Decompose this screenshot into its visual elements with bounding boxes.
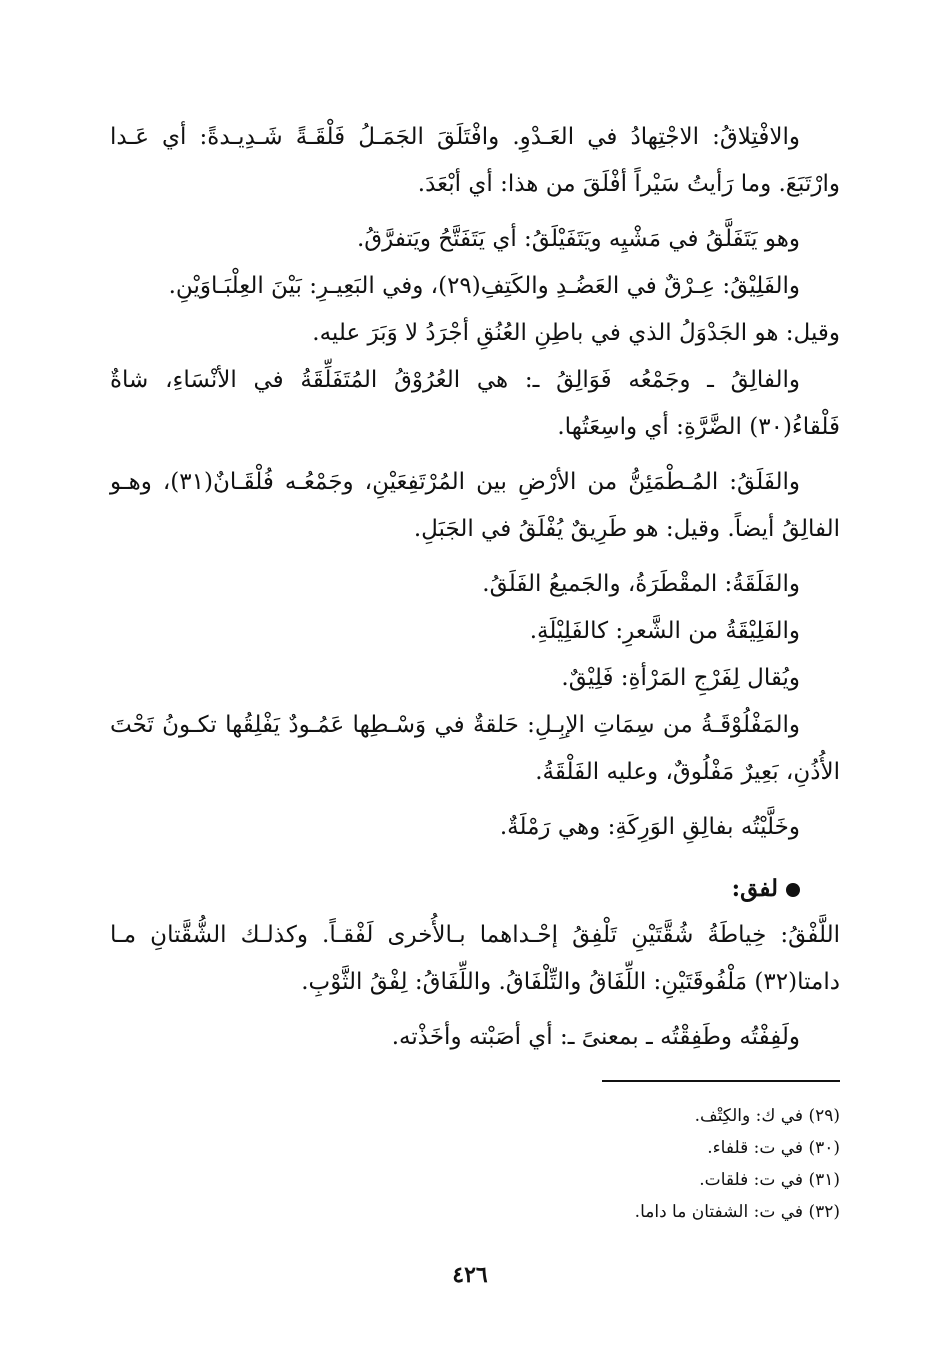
paragraph-faliqa-hair: والفَلِيْقَةُ من الشَّعرِ: كالفَلِيْلَةِ.: [529, 618, 800, 644]
page-number: ٤٢٦: [452, 1262, 488, 1288]
paragraph-falaqa: والفَلَقَةُ: المقْطَرَةُ، والجَميعُ الفَلَقُ.: [482, 571, 800, 597]
paragraph-khallaytuh: وخَلَّيْتُه بفالِقِ الوَرِكَةِ: وهي رَمْلَةٌ.: [499, 814, 800, 840]
paragraph-iftilaq: والافْتِلاقُ: الاجْتِهادُ في العَـدْوِ. وافْتَلَقَ الجَمَـلُ فَلْقَـةً شَـدِيـدةً: أي عَـدا وارْتَبَعَ. وما رَأيتُ سَيْراً أفْلَقَ من هذا: أي أبْعَدَ.: [110, 124, 840, 197]
footnote-32: (٣٢) في ت: الشفتان ما داما.: [634, 1202, 840, 1222]
footnote-30: (٣٠) في ت: قلفاء.: [707, 1138, 840, 1158]
footnote-separator: [602, 1080, 840, 1082]
main-text: [110, 114, 840, 1061]
paragraph-faliq-vein: والفَلِيْقُ: عِـرْقٌ في العَضُـدِ والكَتِفِ(٢٩)، وفي البَعِيـرِ: بَيْنَ العِلْبَـاوَيْنِ.: [168, 273, 800, 299]
paragraph-falaq: والفَلَقُ: المُـطْمَئِنُّ من الأرْضِ بين المُرْتَفِعَيْنِ، وجَمْعُـه فُلْقَـانٌ(٣١)، وهـو الفالِقُ أيضاً. وقيل: هو طَرِيقٌ يُفْلَقُ في الجَبَلِ.: [110, 469, 840, 542]
footnote-31: (٣١) في ت: فلقات.: [699, 1170, 840, 1190]
footnotes: [110, 1100, 840, 1228]
bullet-icon: [786, 883, 800, 897]
paragraph-lafq: اللَّفْقُ: خِياطَةُ شُقَّتَيْنِ تَلْفِقُ إحْـداهما بـالأُخرى لَفْقـاً. وكذلـك الشُّقَّتانِ مـا دامتا(٣٢) مَلْفُوقَتَيْنِ: اللِّفَاقُ والتِّلْفَاقُ. واللِّفَاقُ: لِفْقُ الثَّوْبِ.: [110, 922, 840, 995]
section-heading: [110, 865, 840, 912]
section-heading-text: لفق:: [731, 875, 778, 902]
paragraph-jadwal: وقيل: هو الجَدْوَلُ الذي في باطِنِ العُنُقِ أجْرَدُ لا وَبَرَ عليه.: [312, 320, 840, 346]
footnote-29: (٢٩) في ك: والكِتْف.: [694, 1106, 840, 1126]
paragraph-lafiftuh: ولَفِفْتُه وطَفِقْتُه ـ بمعنىً ـ: أي أصَبْته وأخَذْته.: [391, 1024, 800, 1050]
paragraph-yatafallaq: وهو يَتَفَلَّقُ في مَشْيِه ويَتَفَيْلَقُ: أي يَتَفَتَّحُ ويَتفرَّقُ.: [357, 226, 800, 252]
paragraph-faliq-plural: والفالِقُ ـ وجَمْعُه فَوَالِقُ ـ: هي العُرُوْقُ المُتَفَلِّقَةُ في الأنْسَاءِ، شاةٌ فَلْقاءُ(٣٠) الضَّرَّةِ: أي واسِعَتُها.: [110, 367, 840, 440]
paragraph-maflouqa: والمَفْلُوْقَـةُ من سِمَاتِ الإبِـلِ: حَلقةٌ في وَسْـطِها عَمُـودٌ يَفْلِقُها تكـونُ تَحْتَ الأُذُنِ، بَعِيرٌ مَفْلُوقٌ، وعليه الفَلْقَةُ.: [110, 712, 840, 785]
paragraph-faliq-farj: ويُقال لِفَرْجِ المَرْأةِ: فَلِيْقٌ.: [561, 665, 800, 691]
